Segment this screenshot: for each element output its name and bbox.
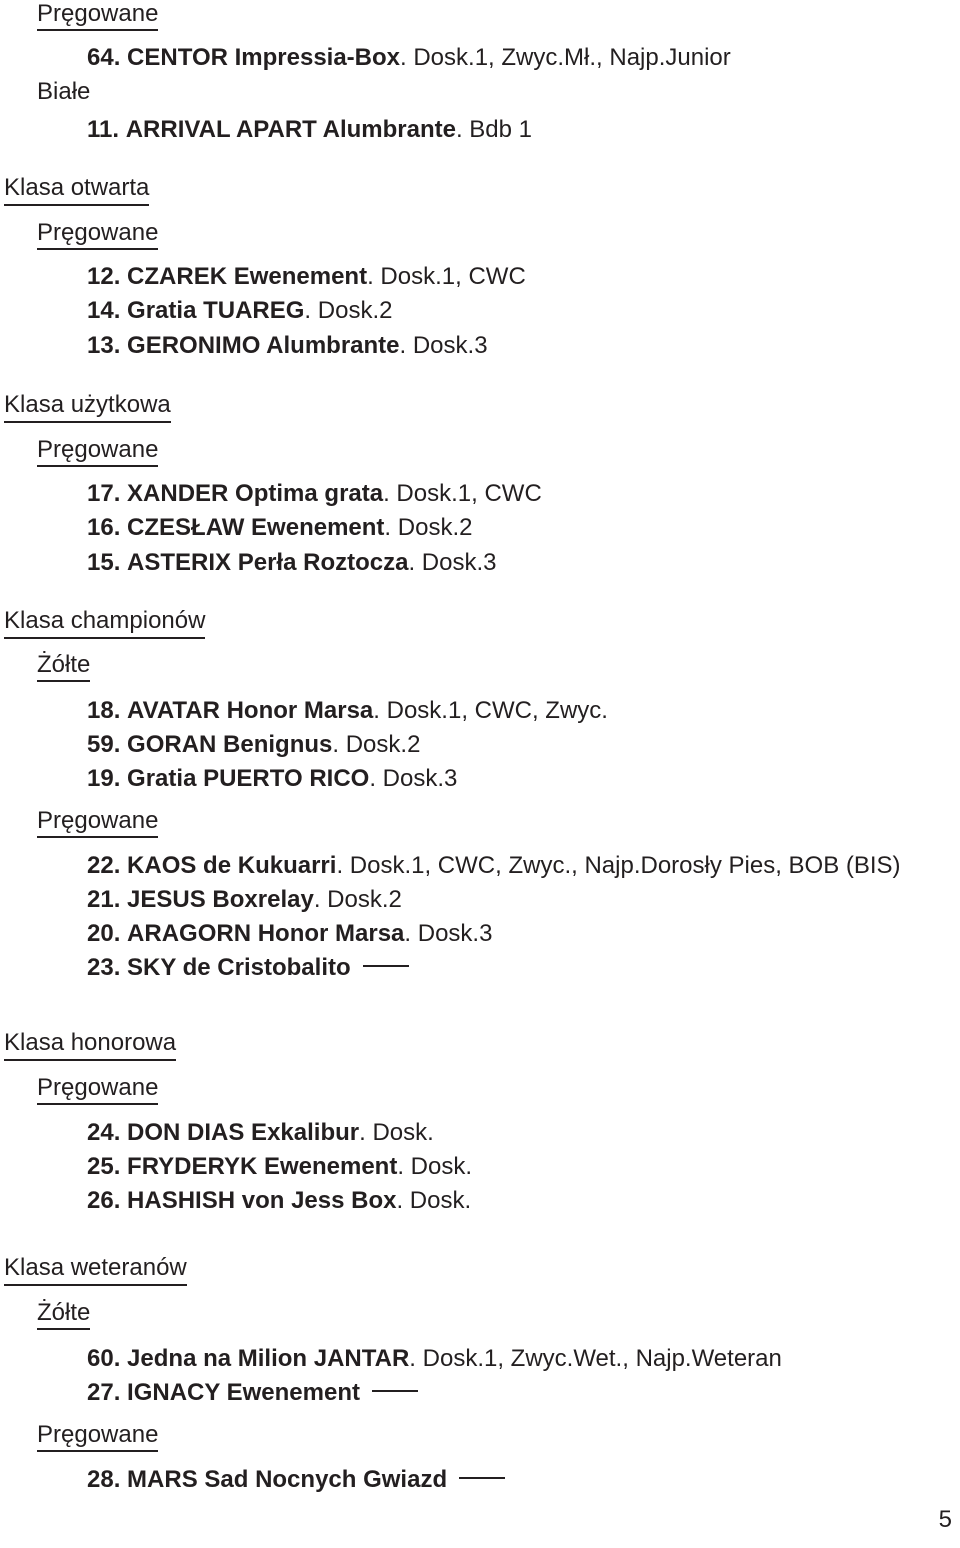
entry-line xyxy=(87,116,532,144)
entry-line xyxy=(87,514,472,542)
dog-name: JESUS Boxrelay xyxy=(127,886,314,913)
dog-name: SKY de Cristobalito xyxy=(127,954,351,981)
entry-line xyxy=(87,920,492,948)
no-rating-dash xyxy=(372,1390,418,1392)
entry-result: . Dosk.1, CWC xyxy=(383,480,542,507)
color-heading: Pręgowane xyxy=(37,219,159,246)
entry-number: 15. xyxy=(87,549,121,576)
color-heading: Pręgowane xyxy=(37,436,159,463)
entry-number: 27. xyxy=(87,1379,121,1406)
dog-name: HASHISH von Jess Box xyxy=(127,1187,397,1214)
entry-line xyxy=(87,765,457,793)
entry-line xyxy=(87,1345,782,1373)
color-heading: Żółte xyxy=(37,651,91,678)
color-heading: Białe xyxy=(37,78,91,105)
dog-name: MARS Sad Nocnych Gwiazd xyxy=(127,1466,448,1493)
dog-name: FRYDERYK Ewenement xyxy=(127,1153,398,1180)
dog-name: DON DIAS Exkalibur xyxy=(127,1119,360,1146)
entry-line xyxy=(87,697,608,725)
entry-result: . Dosk.1, Zwyc.Mł., Najp.Junior xyxy=(400,44,731,71)
class-heading: Klasa użytkowa xyxy=(4,391,171,418)
entry-result: . Dosk.3 xyxy=(404,920,493,947)
entry-result: . Dosk.1, Zwyc.Wet., Najp.Weteran xyxy=(409,1345,782,1372)
dog-name: CZESŁAW Ewenement xyxy=(127,514,385,541)
dog-name: GERONIMO Alumbrante xyxy=(127,332,400,359)
dog-name: CZAREK Ewenement xyxy=(127,263,368,290)
entry-result: . Dosk.2 xyxy=(384,514,473,541)
entry-result: . Dosk.1, CWC, Zwyc. xyxy=(373,697,608,724)
entry-line xyxy=(87,852,901,880)
entry-number: 64. xyxy=(87,44,121,71)
entry-line xyxy=(87,1187,471,1215)
entry-line xyxy=(87,731,420,759)
entry-line xyxy=(87,1119,434,1147)
dog-name: Gratia TUAREG xyxy=(127,297,305,324)
entry-number: 26. xyxy=(87,1187,121,1214)
entry-result: . Dosk. xyxy=(359,1119,434,1146)
entry-line xyxy=(87,1466,505,1494)
entry-result: . Dosk. xyxy=(396,1187,472,1214)
entry-number: 18. xyxy=(87,697,121,724)
entry-number: 23. xyxy=(87,954,121,981)
entry-number: 60. xyxy=(87,1345,121,1372)
entry-line xyxy=(87,954,409,982)
entry-result: . Dosk.2 xyxy=(304,297,393,324)
color-heading: Pręgowane xyxy=(37,1421,159,1448)
entry-number: 28. xyxy=(87,1466,121,1493)
no-rating-dash xyxy=(459,1477,505,1479)
color-heading: Pręgowane xyxy=(37,0,159,27)
entry-result: . Dosk.3 xyxy=(399,332,488,359)
entry-number: 16. xyxy=(87,514,121,541)
color-heading: Pręgowane xyxy=(37,807,159,834)
entry-result: . Dosk.1, CWC xyxy=(367,263,526,290)
entry-number: 12. xyxy=(87,263,121,290)
entry-number: 19. xyxy=(87,765,121,792)
entry-line xyxy=(87,1379,418,1407)
dog-name: GORAN Benignus xyxy=(127,731,333,758)
dog-name: ARRIVAL APART Alumbrante xyxy=(125,116,456,143)
entry-line xyxy=(87,886,402,914)
dog-name: ARAGORN Honor Marsa xyxy=(127,920,405,947)
class-heading: Klasa otwarta xyxy=(4,174,150,201)
entry-result: . Dosk.2 xyxy=(332,731,421,758)
entry-number: 14. xyxy=(87,297,121,324)
dog-name: Gratia PUERTO RICO xyxy=(127,765,370,792)
entry-result: . Bdb 1 xyxy=(455,116,533,143)
dog-name: XANDER Optima grata xyxy=(127,480,384,507)
class-heading: Klasa championów xyxy=(4,607,206,634)
entry-line xyxy=(87,263,526,291)
entry-number: 22. xyxy=(87,852,121,879)
entry-line xyxy=(87,297,392,325)
entry-number: 17. xyxy=(87,480,121,507)
dog-name: CENTOR Impressia-Box xyxy=(127,44,401,71)
entry-result: . Dosk.2 xyxy=(313,886,402,913)
color-heading: Żółte xyxy=(37,1299,91,1326)
class-heading: Klasa honorowa xyxy=(4,1029,177,1056)
no-rating-dash xyxy=(363,965,409,967)
entry-result: . Dosk.3 xyxy=(408,549,497,576)
entry-number: 21. xyxy=(87,886,121,913)
class-heading: Klasa weteranów xyxy=(4,1254,187,1281)
entry-line xyxy=(87,1153,472,1181)
entry-number: 13. xyxy=(87,332,121,359)
entry-number: 25. xyxy=(87,1153,121,1180)
entry-result: . Dosk.1, CWC, Zwyc., Najp.Dorosły Pies, BOB (BIS) xyxy=(336,852,901,879)
dog-name: ASTERIX Perła Roztocza xyxy=(127,549,409,576)
entry-line xyxy=(87,549,496,577)
entry-result: . Dosk.3 xyxy=(369,765,458,792)
entry-line xyxy=(87,332,488,360)
color-heading: Pręgowane xyxy=(37,1074,159,1101)
entry-number: 24. xyxy=(87,1119,121,1146)
entry-number: 11. xyxy=(87,116,120,143)
page-number: 5 xyxy=(938,1506,952,1533)
entry-line xyxy=(87,44,731,72)
dog-name: IGNACY Ewenement xyxy=(127,1379,360,1406)
dog-name: KAOS de Kukuarri xyxy=(127,852,337,879)
dog-name: Jedna na Milion JANTAR xyxy=(127,1345,410,1372)
entry-number: 20. xyxy=(87,920,121,947)
dog-name: AVATAR Honor Marsa xyxy=(127,697,374,724)
entry-result: . Dosk. xyxy=(397,1153,473,1180)
entry-number: 59. xyxy=(87,731,121,758)
entry-line xyxy=(87,480,542,508)
